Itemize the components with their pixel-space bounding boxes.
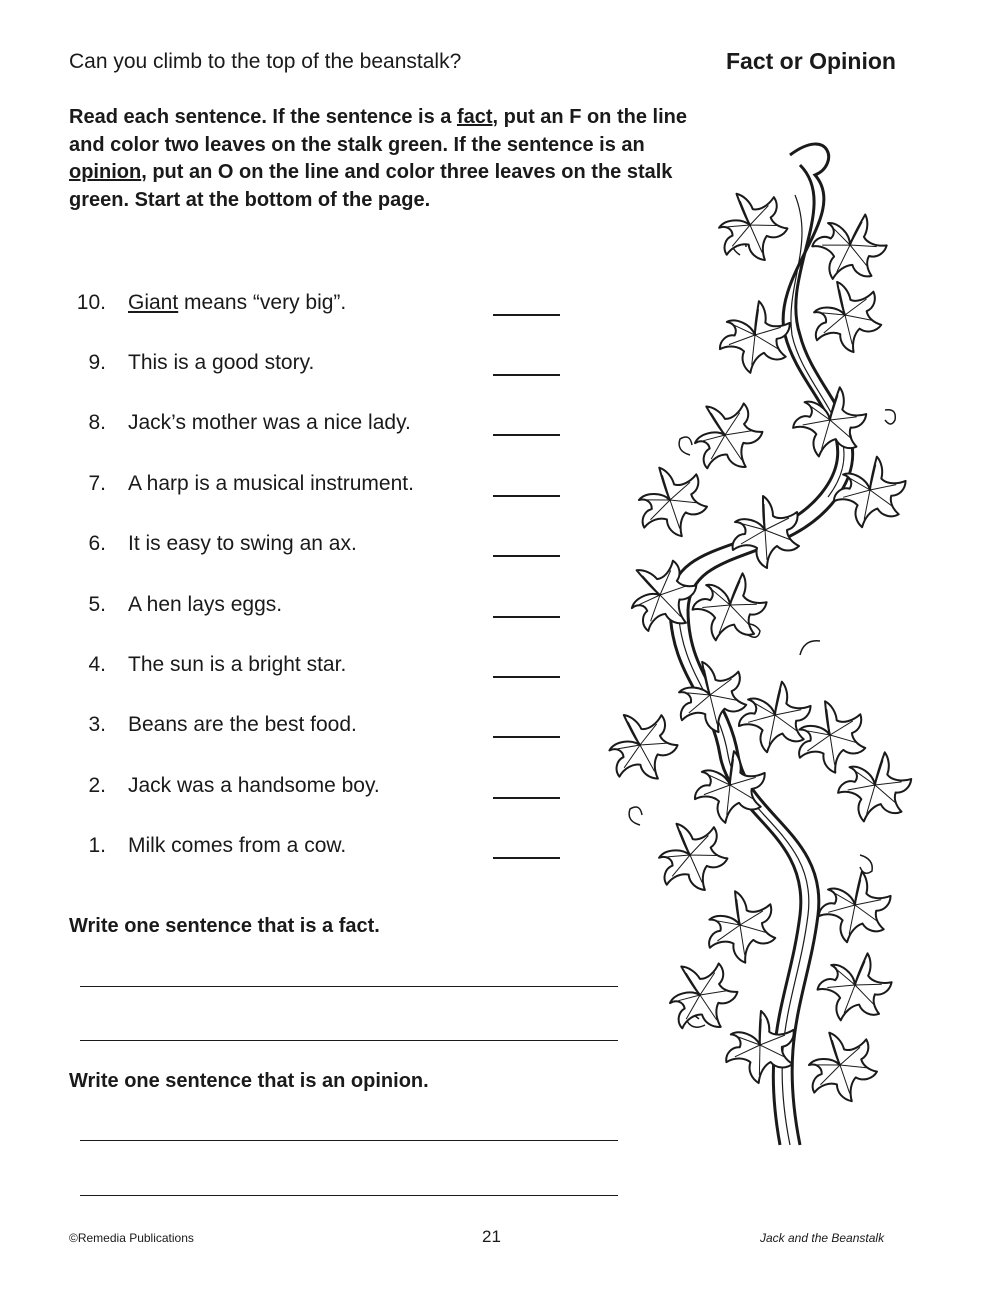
list-item [0,532,600,572]
opinion-word: opinion [69,161,142,183]
answer-line[interactable] [493,736,560,738]
item-text: Jack was a handsome boy. [128,774,380,797]
list-item [0,351,600,391]
fact-prompt: Write one sentence that is a fact. [69,915,380,937]
underlined-word: Giant [128,291,179,314]
list-item [0,713,600,753]
item-number: 2. [88,774,106,797]
opinion-writing-line[interactable] [80,1195,618,1196]
item-text: It is easy to swing an ax. [128,532,357,555]
item-number: 5. [88,593,106,616]
list-item [0,834,600,874]
item-number: 6. [88,532,106,555]
answer-line[interactable] [493,616,560,618]
fact-writing-line[interactable] [80,986,618,987]
opinion-writing-line[interactable] [80,1140,618,1141]
list-item [0,774,600,814]
list-item [0,653,600,693]
answer-line[interactable] [493,676,560,678]
item-text-rest: means “very big”. [178,291,347,314]
item-text: The sun is a bright star. [128,653,347,676]
instructions-part1: Read each sentence. If the sentence is a [69,106,457,128]
page-number: 21 [482,1227,501,1246]
item-text: A harp is a musical instrument. [128,472,414,495]
item-text: Beans are the best food. [128,713,357,736]
answer-line[interactable] [493,857,560,859]
item-text [128,291,346,315]
answer-line[interactable] [493,434,560,436]
item-number: 9. [88,351,106,374]
item-text: Milk comes from a cow. [128,834,347,857]
item-number: 1. [88,834,106,857]
fact-writing-line[interactable] [80,1040,618,1041]
list-item [0,291,600,331]
page-title: Fact or Opinion [726,48,896,74]
beanstalk-illustration [600,135,920,1165]
instructions-part2: , put an F on the line and color two leaves on the stalk green. If the sentence is an [69,106,687,156]
answer-line[interactable] [493,555,560,557]
item-number: 7. [88,472,106,495]
answer-line[interactable] [493,495,560,497]
answer-line[interactable] [493,314,560,316]
instructions-part3: , put an O on the line and color three leaves on the stalk green. Start at the bottom of the page. [69,161,673,211]
item-number: 8. [88,411,106,434]
answer-line[interactable] [493,374,560,376]
item-text: This is a good story. [128,351,315,374]
item-text: Jack’s mother was a nice lady. [128,411,411,434]
list-item [0,411,600,451]
item-number: 4. [88,653,106,676]
answer-line[interactable] [493,797,560,799]
list-item [0,593,600,633]
instructions [69,104,689,214]
item-number: 10. [76,291,106,314]
page-question: Can you climb to the top of the beanstalk? [69,50,462,73]
item-number: 3. [88,713,106,736]
footer-publisher: ©Remedia Publications [69,1231,194,1245]
fact-word: fact [456,106,493,128]
item-text: A hen lays eggs. [128,593,283,616]
footer-book-title: Jack and the Beanstalk [760,1231,885,1245]
opinion-prompt: Write one sentence that is an opinion. [69,1070,429,1092]
list-item [0,472,600,512]
